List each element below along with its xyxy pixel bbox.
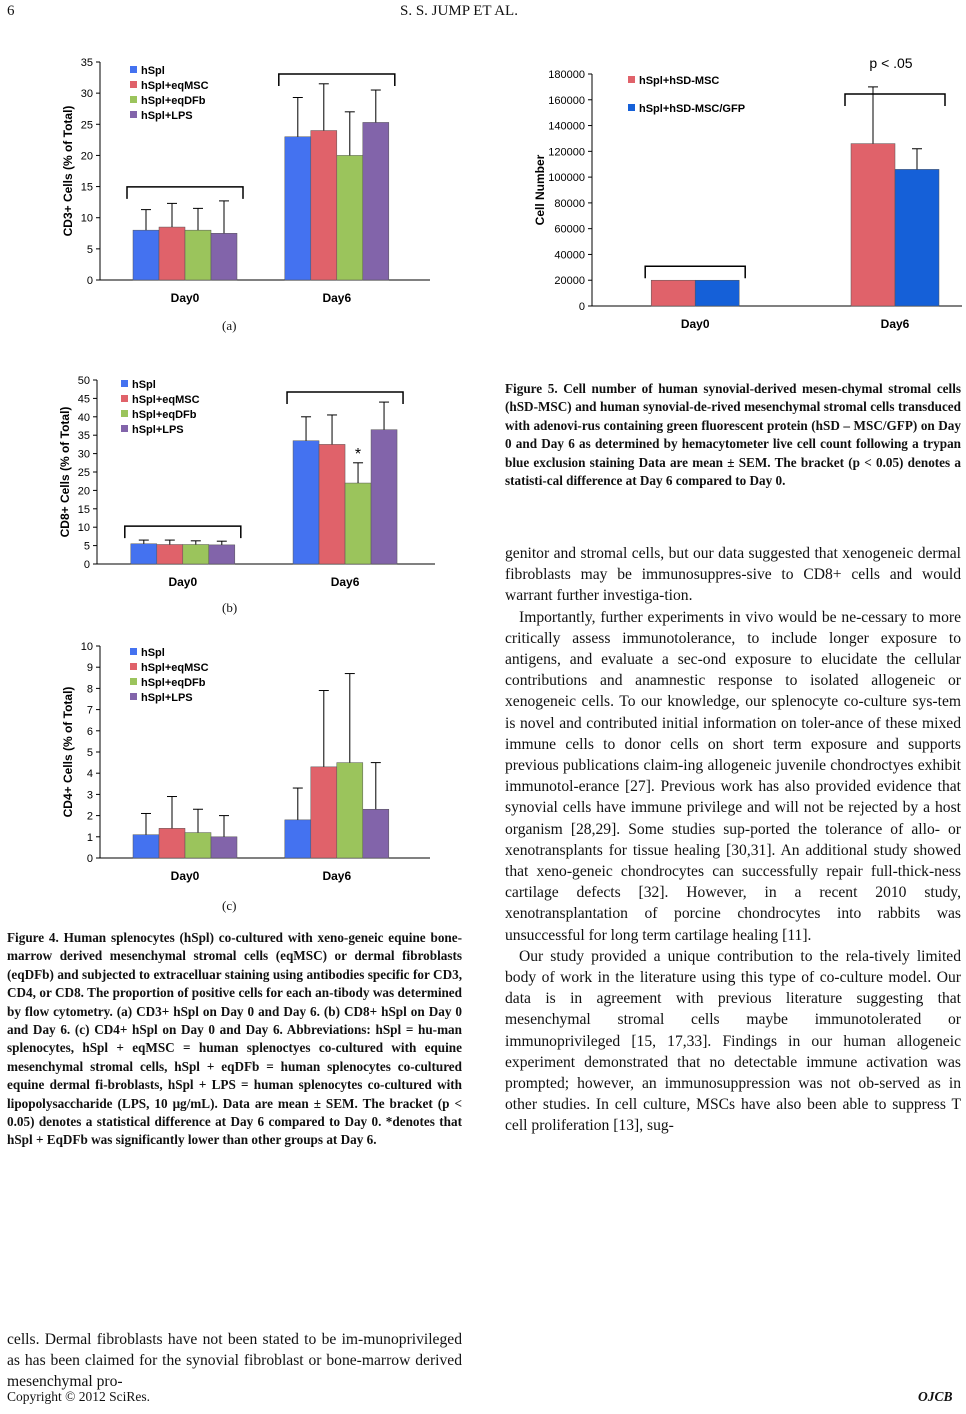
y-tick-label: 40000 <box>554 249 585 262</box>
bar <box>337 763 363 858</box>
bar <box>895 169 939 306</box>
x-tick-label: Day6 <box>322 869 352 883</box>
legend-label: hSpl <box>132 379 156 391</box>
bar <box>371 430 397 564</box>
y-tick-label: 10 <box>77 522 90 535</box>
legend-label: hSpl <box>141 647 165 659</box>
running-title: S. S. JUMP ET AL. <box>400 3 518 19</box>
bar <box>133 230 159 280</box>
x-tick-label: Day0 <box>168 575 198 589</box>
legend-label: hSpl+eqDFb <box>141 95 206 107</box>
legend-swatch <box>130 678 137 685</box>
figure4c-chart <box>58 636 443 886</box>
significance-bracket <box>645 266 745 278</box>
legend-swatch <box>121 425 128 432</box>
legend-label: hSpl+LPS <box>141 110 193 122</box>
y-tick-label: 1 <box>86 831 93 844</box>
legend-swatch <box>130 66 137 73</box>
y-tick-label: 80000 <box>554 197 585 210</box>
y-tick-label: 5 <box>86 243 93 256</box>
y-tick-label: 25 <box>80 119 93 132</box>
paragraph: cells. Dermal fibroblasts have not been stated to be im-munoprivileged as has been claimed for the synovial fibroblast or bone-marrow derived mesenchymal pro- <box>7 1331 462 1391</box>
y-tick-label: 100000 <box>548 172 585 185</box>
paragraph: genitor and stromal cells, but our data suggested that xenogeneic dermal fibroblasts may be immunosuppres-sive to CD8+ cells and would warrant further investiga-tion. <box>505 545 961 605</box>
bar <box>185 230 211 280</box>
y-tick-label: 8 <box>86 683 93 696</box>
legend-label: hSpl+hSD-MSC/GFP <box>639 103 746 115</box>
y-axis-label: Cell Number <box>533 154 547 226</box>
legend-label: hSpl <box>141 65 165 77</box>
bar <box>183 544 209 564</box>
y-tick-label: 50 <box>77 375 90 387</box>
bar <box>211 837 237 858</box>
paragraph: Our study provided a unique contribution to the rela-tively limited body of work in the literature using this type of co-culture model. Our data is in agreement with previous literature suggesting that mesenchymal stromal cells maybe immunotolerated or immunoprivileged [15, 17,33]. Findings in our human allogeneic experiment demonstrated that no detectable immune activation was prompted; however, an immunosuppression was not ob-served as in other studies. In cell culture, MSCs have also been able to suppress T cell proliferation [13], sug- <box>505 947 961 1135</box>
significance-bracket <box>127 187 243 199</box>
legend-label: hSpl+hSD-MSC <box>639 75 720 87</box>
y-tick-label: 25 <box>77 467 90 479</box>
legend-swatch <box>628 76 635 83</box>
legend-label: hSpl+eqMSC <box>141 80 209 92</box>
bar <box>285 137 311 280</box>
y-tick-label: 40 <box>77 411 90 424</box>
y-tick-label: 20 <box>77 485 90 498</box>
x-tick-label: Day6 <box>880 317 910 331</box>
y-axis-label: CD4+ Cells (% of Total) <box>61 686 75 818</box>
legend-label: hSpl+LPS <box>141 692 193 704</box>
figure4b-label: (b) <box>222 600 238 615</box>
y-tick-label: 140000 <box>548 120 585 133</box>
p-value-annotation: p < .05 <box>869 55 913 71</box>
bar <box>319 444 345 564</box>
y-tick-label: 15 <box>80 181 93 194</box>
y-tick-label: 60000 <box>554 223 585 236</box>
y-tick-label: 35 <box>80 57 93 69</box>
figure4-caption: Figure 4. Human splenocytes (hSpl) co-cultured with xeno-geneic equine bone-marrow derived mesenchymal stromal cells (eqMSC) or dermal fibroblasts (eqDFb) and subjected to extracelluar staining using antibodies specific for CD3, CD4, or CD8. The proportion of positive cells for each an-tibody was determined by flow cytometry. (a) CD3+ hSpl on Day 0 and Day 6. (b) CD8+ hSpl on Day 0 and Day 6. (c) CD4+ hSpl on Day 0 and Day 6. Abbreviations: hSpl = hu-man splenocytes, hSpl + eqMSC = human splenoctyes co-cultured with equine mesenchymal stromal cells, hSpl + eqDFb = human splenocytes co-cultured equine dermal fi-broblasts, hSpl + LPS = human splenocytes co-cultured with lipopolysaccharide (LPS, 10 μg/mL). Data are mean ± SEM. The bracket (p < 0.05) denotes a statistical difference at Day 6 compared to Day 0. *denotes that hSpl + EqDFb was significantly lower than other groups at Day 6. <box>7 930 462 1148</box>
x-tick-label: Day0 <box>170 869 200 883</box>
legend-swatch <box>130 111 137 118</box>
y-tick-label: 20 <box>80 150 93 163</box>
y-tick-label: 120000 <box>548 146 585 159</box>
y-tick-label: 15 <box>77 503 90 516</box>
right-body-text <box>505 543 961 1137</box>
y-tick-label: 0 <box>83 559 90 571</box>
bar <box>185 833 211 858</box>
legend-label: hSpl+LPS <box>132 424 184 436</box>
x-tick-label: Day0 <box>680 317 710 331</box>
figure4c-label: (c) <box>222 898 237 913</box>
x-tick-label: Day6 <box>322 291 352 305</box>
y-tick-label: 0 <box>86 853 93 865</box>
bar <box>363 122 389 280</box>
y-axis-label: CD8+ Cells (% of Total) <box>58 406 72 538</box>
legend-label: hSpl+eqMSC <box>141 662 209 674</box>
paragraph: Importantly, further experiments in vivo would be ne-cessary to more critically assess immunotolerance, to include longer exposure to antigens, and evaluate a sec-ond exposure to elucidate the cellular contributions and anamnestic response to isolated allogeneic or xenogeneic cells. To our knowledge, our splenocyte co-culture sys-tem is novel and contributed initial information on toler-ance of these mixed immune cells to donor cells on short term exposure and supports previous publications claim-ing allogeneic juvenile chondroctyes exhibit immunotol-erance [27]. Previous work has also provided evidence that synovial cells have immune privilege and will not be rejected by a host organism [28,29]. Some studies sup-ported the tolerance of allo- or xenotransplants for tissue healing [30,31]. An additional study showed that xeno-geneic chondrocytes can successfully repair full-thick-ness cartilage defects [32]. However, in a recent 2010 study, xenotransplantation of porcine chondrocytes into rabbits was unsuccessful for long term cartilage healing [11]. <box>505 608 961 944</box>
y-tick-label: 180000 <box>548 69 585 81</box>
bar <box>133 835 159 858</box>
y-tick-label: 9 <box>86 662 93 675</box>
figure4a-label: (a) <box>222 318 237 333</box>
significance-bracket <box>279 74 395 86</box>
figure5-caption: Figure 5. Cell number of human synovial-derived mesen-chymal stromal cells (hSD-MSC) and human synovial-de-rived mesenchymal stromal cells transduced with adenovi-rus containing green fluorescent protein (hSD – MSC/GFP) on Day 0 and Day 6 as determined by hemacytometer live cell count following a trypan blue exclusion staining Data are mean ± SEM. The bracket (p < 0.05) denotes a statisti-cal difference at Day 6 compared to Day 0. <box>505 381 961 489</box>
bar <box>131 544 157 564</box>
page-number: 6 <box>7 3 15 19</box>
bar <box>311 767 337 858</box>
bar <box>209 545 235 564</box>
bar <box>211 233 237 280</box>
y-tick-label: 160000 <box>548 94 585 107</box>
legend-swatch <box>130 648 137 655</box>
y-tick-label: 7 <box>86 704 93 717</box>
legend-swatch <box>130 693 137 700</box>
legend-label: hSpl+eqDFb <box>141 677 206 689</box>
bar <box>159 227 185 280</box>
bar <box>651 280 695 306</box>
legend-swatch <box>130 96 137 103</box>
bar <box>157 544 183 564</box>
significance-bracket <box>845 94 945 106</box>
y-axis-label: CD3+ Cells (% of Total) <box>61 105 75 237</box>
legend-swatch <box>121 380 128 387</box>
y-tick-label: 5 <box>86 747 93 759</box>
figure5-chart <box>530 52 966 342</box>
legend-swatch <box>121 395 128 402</box>
legend-label: hSpl+eqMSC <box>132 394 200 406</box>
significance-bracket <box>125 526 241 538</box>
footer-copyright: Copyright © 2012 SciRes. <box>7 1389 151 1404</box>
y-tick-label: 2 <box>86 810 93 823</box>
y-tick-label: 10 <box>80 212 93 225</box>
bar <box>695 280 739 306</box>
bar <box>363 809 389 858</box>
bar <box>293 441 319 564</box>
y-tick-label: 30 <box>77 448 90 461</box>
bar <box>337 155 363 280</box>
bar <box>345 483 371 564</box>
legend-swatch <box>121 410 128 417</box>
legend-label: hSpl+eqDFb <box>132 409 197 421</box>
y-tick-label: 20000 <box>554 275 585 288</box>
bar <box>311 131 337 280</box>
y-tick-label: 35 <box>77 430 90 443</box>
bar <box>285 820 311 858</box>
x-tick-label: Day6 <box>330 575 360 589</box>
y-tick-label: 3 <box>86 789 93 802</box>
y-tick-label: 6 <box>86 725 93 738</box>
y-tick-label: 30 <box>80 88 93 101</box>
legend-swatch <box>130 663 137 670</box>
y-tick-label: 0 <box>86 275 93 287</box>
legend-swatch <box>130 81 137 88</box>
figure4b-chart <box>55 370 445 592</box>
figure4a-chart <box>58 52 443 310</box>
y-tick-label: 5 <box>83 540 90 553</box>
legend-swatch <box>628 104 635 111</box>
y-tick-label: 4 <box>86 768 93 781</box>
footer-journal: OJCB <box>918 1389 953 1404</box>
bar <box>851 144 895 306</box>
y-tick-label: 0 <box>578 301 585 313</box>
y-tick-label: 10 <box>80 641 93 653</box>
x-tick-label: Day0 <box>170 291 200 305</box>
left-body-text <box>7 1329 462 1393</box>
bar <box>159 828 185 858</box>
significance-star: * <box>354 445 362 463</box>
y-tick-label: 45 <box>77 393 90 406</box>
